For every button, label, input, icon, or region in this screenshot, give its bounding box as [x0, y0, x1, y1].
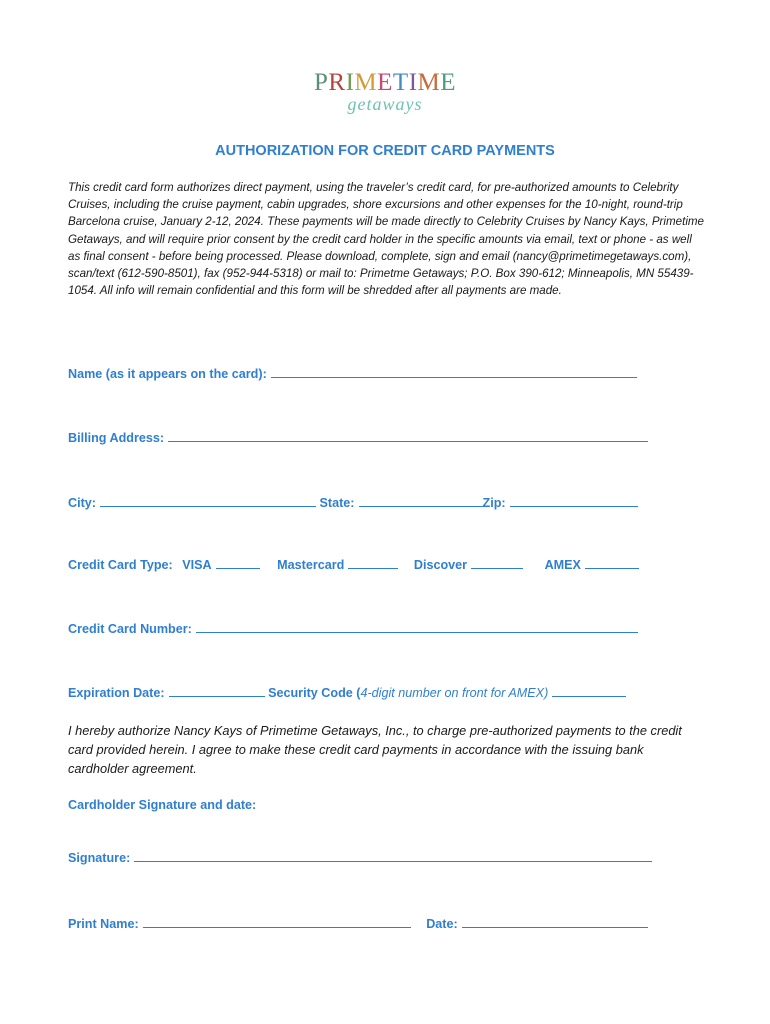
logo-letter: R — [328, 69, 346, 96]
logo-letter: I — [408, 69, 418, 96]
print-name-row — [68, 915, 648, 931]
page-title: AUTHORIZATION FOR CREDIT CARD PAYMENTS — [215, 143, 555, 159]
card-type-label: Credit Card Type: — [68, 558, 173, 572]
logo-letter: E — [440, 69, 457, 96]
zip-label: Zip: — [482, 496, 506, 510]
expiration-line[interactable] — [169, 684, 265, 697]
signature-row — [68, 849, 652, 865]
discover-label: Discover — [413, 558, 468, 572]
authorization-statement: I hereby authorize Nancy Kays of Primetime Getaways, Inc., to charge pre-authorized payments to the credit card provided herein. I agree to make these credit card payments in accordance with the issuing bank cardholder agreement. — [68, 723, 682, 776]
intro-paragraph: This credit card form authorizes direct payment, using the traveler’s credit card, for pre-authorized amounts to Celebrity Cruises, including the cruise payment, cabin upgrades, shore excursions and other expenses for the 10-night, round-trip Barcelona cruise, January 2-12, 2024. These payments will be made directly to Celebrity Cruises by Nancy Kays, Primetime Getaways, and will require prior consent by the credit card holder in the specific amounts via email, text or phone - as well as final consent - before being processed. Please download, complete, sign and email (nancy@primetimegetaways.com), scan/text (612-590-8501), fax (952-944-5318) or mail to: Primetme Getaways; P.O. Box 390-612; Minneapolis, MN 55439-1054. All info will remain confidential and this form will be shredded after all payments are made. — [68, 181, 704, 298]
visa-line[interactable] — [216, 556, 260, 569]
city-label: City: — [68, 496, 96, 510]
logo-tagline: getaways — [347, 94, 423, 114]
security-label: Security Code ( — [268, 686, 361, 700]
discover-line[interactable] — [471, 556, 523, 569]
state-label: State: — [319, 496, 355, 510]
amex-line[interactable] — [585, 556, 639, 569]
visa-label: VISA — [182, 558, 212, 572]
card-number-line[interactable] — [196, 620, 638, 633]
date-label: Date: — [426, 917, 458, 931]
state-line[interactable] — [359, 494, 483, 507]
company-logo — [0, 70, 770, 114]
billing-line[interactable] — [168, 429, 648, 442]
cardholder-sig-heading: Cardholder Signature and date: — [68, 798, 257, 812]
name-label: Name (as it appears on the card): — [68, 367, 267, 381]
security-line[interactable] — [552, 684, 626, 697]
billing-label: Billing Address: — [68, 431, 165, 445]
billing-field-row — [68, 429, 648, 445]
signature-label: Signature: — [68, 851, 131, 865]
amex-label: AMEX — [544, 558, 581, 572]
city-line[interactable] — [100, 494, 316, 507]
logo-wordmark — [0, 70, 770, 96]
card-number-row — [68, 620, 638, 636]
card-number-label: Credit Card Number: — [68, 622, 192, 636]
security-note: 4-digit number on front for AMEX) — [360, 686, 549, 700]
mastercard-line[interactable] — [348, 556, 398, 569]
name-field-row — [68, 365, 637, 381]
signature-line[interactable] — [134, 849, 652, 862]
logo-letter: M — [354, 69, 378, 96]
date-line[interactable] — [462, 915, 648, 928]
name-line[interactable] — [271, 365, 637, 378]
zip-line[interactable] — [510, 494, 638, 507]
expiration-label: Expiration Date: — [68, 686, 165, 700]
city-field-row — [68, 494, 638, 510]
print-name-line[interactable] — [143, 915, 411, 928]
logo-letter: T — [392, 69, 409, 96]
logo-letter: M — [417, 69, 441, 96]
mastercard-label: Mastercard — [277, 558, 345, 572]
print-name-label: Print Name: — [68, 917, 139, 931]
logo-letter: I — [345, 69, 355, 96]
card-type-row — [68, 556, 639, 572]
expiration-row — [68, 684, 626, 700]
logo-letter: E — [377, 69, 393, 96]
logo-letter: P — [313, 69, 329, 96]
